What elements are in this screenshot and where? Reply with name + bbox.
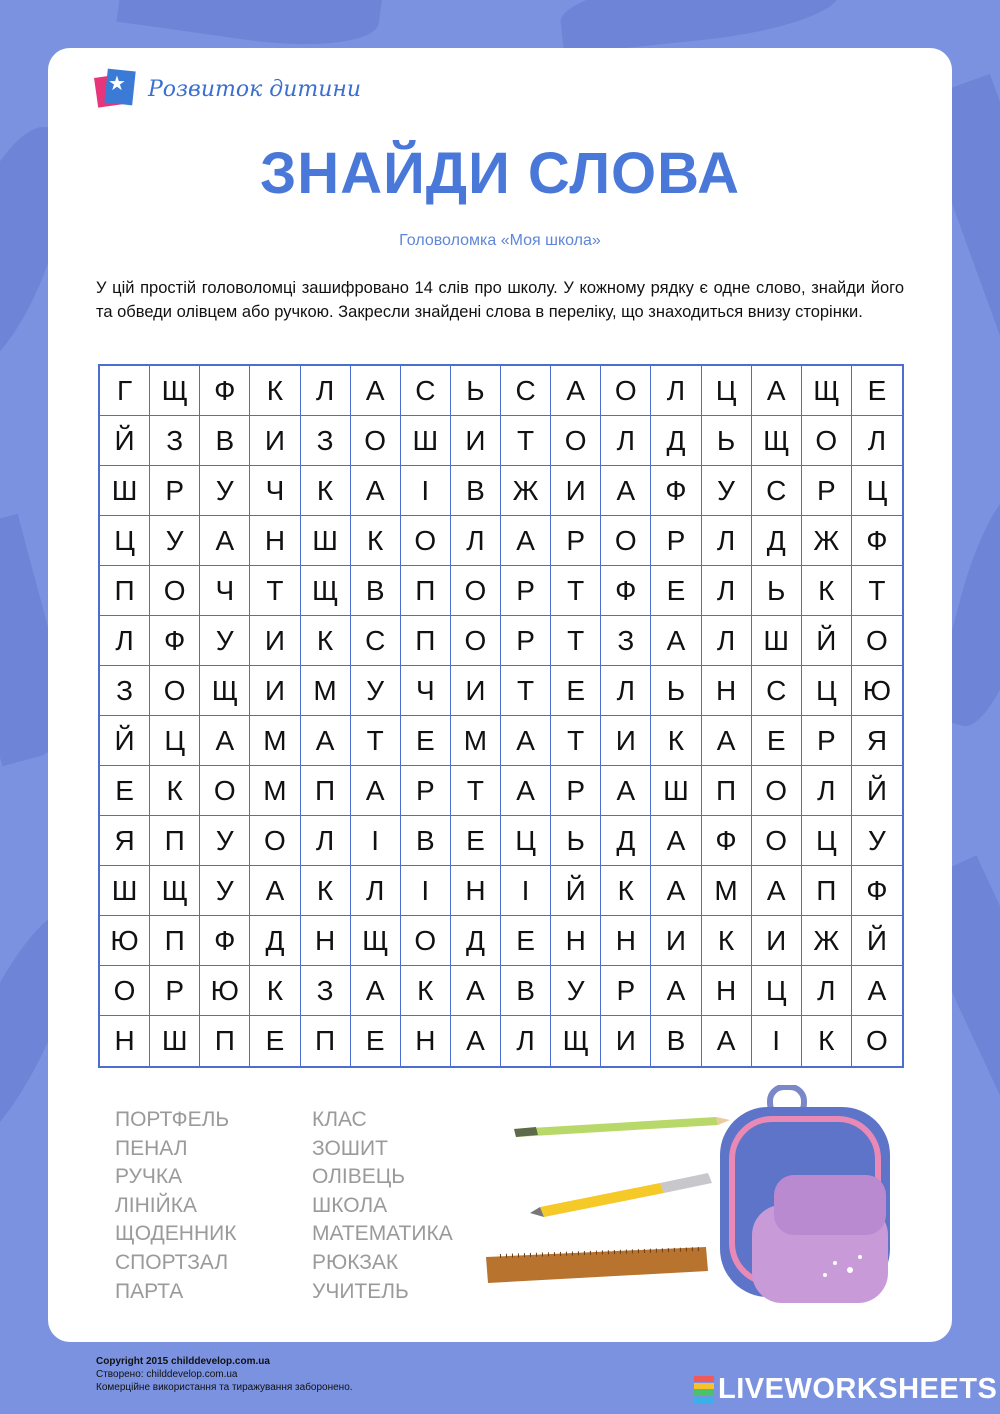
grid-cell[interactable]: Л	[501, 1016, 551, 1066]
grid-cell[interactable]: Ь	[651, 666, 701, 716]
background-leaf	[557, 0, 842, 54]
grid-cell[interactable]: С	[501, 366, 551, 416]
grid-cell[interactable]: П	[802, 866, 852, 916]
copyright-text: Copyright 2015 childdevelop.com.ua	[96, 1356, 270, 1367]
grid-cell[interactable]: Щ	[752, 416, 802, 466]
grid-cell[interactable]: И	[651, 916, 701, 966]
grid-cell[interactable]: Ф	[852, 866, 902, 916]
grid-cell[interactable]: Й	[852, 766, 902, 816]
grid-cell[interactable]: А	[651, 866, 701, 916]
grid-cell[interactable]: К	[250, 966, 300, 1016]
grid-cell[interactable]: Ф	[702, 816, 752, 866]
grid-cell[interactable]: О	[401, 916, 451, 966]
grid-cell[interactable]: О	[852, 616, 902, 666]
grid-cell[interactable]: Ш	[100, 866, 150, 916]
grid-cell[interactable]: Л	[702, 516, 752, 566]
grid-cell[interactable]: Щ	[150, 866, 200, 916]
grid-cell[interactable]: З	[150, 416, 200, 466]
grid-cell[interactable]: Д	[752, 516, 802, 566]
grid-cell[interactable]: В	[401, 816, 451, 866]
grid-cell[interactable]: Й	[802, 616, 852, 666]
liveworksheets-logo-icon	[694, 1376, 714, 1404]
grid-cell[interactable]: Е	[100, 766, 150, 816]
grid-cell[interactable]: У	[200, 816, 250, 866]
grid-cell[interactable]: О	[866, 1025, 888, 1056]
word-list-item: КЛАС	[312, 1108, 367, 1131]
grid-cell[interactable]: О	[752, 816, 802, 866]
liveworksheets-badge[interactable]	[694, 1373, 997, 1406]
grid-cell[interactable]: Т	[551, 716, 601, 766]
grid-cell[interactable]: Р	[802, 716, 852, 766]
grid-cell[interactable]: А	[651, 616, 701, 666]
word-list-item: МАТЕМАТИКА	[312, 1222, 453, 1246]
grid-cell[interactable]: И	[250, 666, 300, 716]
grid-cell[interactable]: П	[702, 766, 752, 816]
grid-cell[interactable]: Н	[401, 1016, 451, 1066]
grid-cell[interactable]: Ж	[501, 466, 551, 516]
grid-cell[interactable]: Е	[501, 916, 551, 966]
grid-cell[interactable]: О	[551, 416, 601, 466]
grid-cell[interactable]: Щ	[351, 916, 401, 966]
grid-cell[interactable]: О	[150, 666, 200, 716]
grid-cell[interactable]: К	[301, 616, 351, 666]
grid-cell[interactable]: Р	[150, 966, 200, 1016]
grid-cell[interactable]: Ц	[802, 666, 852, 716]
grid-cell[interactable]: У	[150, 516, 200, 566]
grid-cell[interactable]: Щ	[301, 566, 351, 616]
grid-cell[interactable]: З	[601, 616, 651, 666]
grid-cell[interactable]: И	[601, 716, 651, 766]
grid-cell[interactable]: И	[752, 916, 802, 966]
grid-cell[interactable]: О	[451, 566, 501, 616]
grid-cell[interactable]: А	[351, 766, 401, 816]
grid-cell[interactable]: С	[401, 366, 451, 416]
grid-cell[interactable]: Й	[100, 716, 150, 766]
grid-cell[interactable]: А	[651, 966, 701, 1016]
grid-cell[interactable]: Р	[150, 466, 200, 516]
grid-cell[interactable]: Р	[551, 516, 601, 566]
grid-cell[interactable]: Н	[301, 916, 351, 966]
grid-cell[interactable]: Л	[802, 766, 852, 816]
grid-cell[interactable]: Ц	[100, 516, 150, 566]
grid-cell[interactable]: К	[802, 566, 852, 616]
grid-cell[interactable]: Т	[351, 716, 401, 766]
grid-cell[interactable]: Н	[601, 916, 651, 966]
grid-cell[interactable]: М	[451, 716, 501, 766]
grid-cell[interactable]: А	[601, 466, 651, 516]
grid-cell[interactable]: Ц	[802, 816, 852, 866]
star-logo-icon: ★	[96, 68, 138, 110]
grid-cell[interactable]: Ц	[501, 816, 551, 866]
grid-cell[interactable]: А	[702, 716, 752, 766]
grid-cell[interactable]: Ш	[150, 1016, 200, 1066]
grid-cell[interactable]: Ф	[852, 516, 902, 566]
grid-cell[interactable]: Ч	[401, 666, 451, 716]
liveworksheets-label: LIVEWORKSHEETS	[718, 1373, 998, 1405]
grid-cell[interactable]: Л	[702, 566, 752, 616]
grid-cell[interactable]: Ф	[651, 466, 701, 516]
grid-cell[interactable]: О	[401, 516, 451, 566]
grid-cell[interactable]: П	[100, 566, 150, 616]
grid-cell[interactable]: Ь	[752, 566, 802, 616]
grid-cell[interactable]: Д	[651, 416, 701, 466]
grid-cell[interactable]: Л	[451, 516, 501, 566]
grid-cell[interactable]: Ь	[551, 816, 601, 866]
grid-cell[interactable]: К	[401, 966, 451, 1016]
word-list-item: УЧИТЕЛЬ	[312, 1279, 409, 1303]
grid-cell[interactable]: Щ	[802, 366, 852, 416]
grid-cell[interactable]: У	[351, 666, 401, 716]
grid-cell[interactable]: Ч	[250, 466, 300, 516]
grid-cell[interactable]: И	[250, 416, 300, 466]
word-search-grid	[98, 364, 904, 1068]
grid-cell[interactable]: Н	[702, 666, 752, 716]
grid-cell[interactable]: Т	[551, 616, 601, 666]
grid-cell[interactable]: А	[651, 816, 701, 866]
grid-cell[interactable]: Л	[852, 416, 902, 466]
grid-cell[interactable]: В	[501, 966, 551, 1016]
grid-cell[interactable]: К	[301, 866, 351, 916]
grid-cell[interactable]: С	[351, 616, 401, 666]
grid-cell[interactable]: Е	[451, 816, 501, 866]
grid-cell[interactable]: З	[301, 966, 351, 1016]
grid-cell[interactable]: А	[501, 766, 551, 816]
grid-cell[interactable]: У	[200, 616, 250, 666]
grid-cell[interactable]: Д	[601, 816, 651, 866]
grid-cell[interactable]: А	[752, 866, 802, 916]
grid-cell[interactable]: А	[301, 716, 351, 766]
grid-cell[interactable]: Ж	[802, 516, 852, 566]
grid-cell[interactable]: О	[451, 616, 501, 666]
grid-cell[interactable]: М	[301, 666, 351, 716]
grid-cell[interactable]: Р	[651, 516, 701, 566]
grid-cell[interactable]: Я	[100, 816, 150, 866]
grid-cell[interactable]: О	[752, 766, 802, 816]
grid-cell[interactable]: У	[200, 866, 250, 916]
grid-cell[interactable]: Ф	[200, 366, 250, 416]
grid-cell[interactable]: І	[752, 1016, 802, 1066]
grid-cell[interactable]: З	[301, 416, 351, 466]
grid-cell[interactable]: П	[200, 1016, 250, 1066]
grid-cell[interactable]: Й	[852, 916, 902, 966]
grid-cell[interactable]: І	[401, 466, 451, 516]
grid-cell[interactable]: К	[702, 916, 752, 966]
word-list-item: ПОРТФЕЛЬ	[115, 1108, 230, 1131]
grid-cell[interactable]: К	[301, 466, 351, 516]
grid-cell[interactable]: К	[351, 516, 401, 566]
grid-cell[interactable]: О	[802, 416, 852, 466]
grid-cell[interactable]: С	[752, 466, 802, 516]
word-list-item: РУЧКА	[115, 1165, 183, 1189]
brand-logo	[96, 68, 361, 110]
grid-cell[interactable]: Ч	[200, 566, 250, 616]
grid-cell[interactable]: У	[852, 816, 902, 866]
footer	[96, 1355, 353, 1394]
school-supplies-illustration	[480, 1085, 900, 1315]
grid-cell[interactable]: Ц	[752, 966, 802, 1016]
grid-cell[interactable]: Я	[852, 716, 902, 766]
grid-cell[interactable]: П	[401, 616, 451, 666]
grid-cell[interactable]: П	[301, 1016, 351, 1066]
brand-name: Розвиток дитини	[148, 76, 362, 102]
word-list-item: ПАРТА	[115, 1279, 184, 1303]
instructions: У цій простій головоломці зашифровано 14 слів про школу. У кожному рядку є одне слово, знайди його та обведи олівцем або ручкою. Закресли знайдені слова в переліку, що знаходиться внизу сторінки.	[96, 279, 904, 321]
grid-cell[interactable]: Н	[100, 1016, 150, 1066]
grid-cell[interactable]: З	[100, 666, 150, 716]
grid-cell[interactable]: Й	[100, 416, 150, 466]
grid-cell[interactable]: Ш	[301, 516, 351, 566]
grid-cell[interactable]: Т	[501, 666, 551, 716]
grid-cell[interactable]: О	[100, 966, 150, 1016]
grid-cell[interactable]: А	[752, 366, 802, 416]
created-text: Створено: childdevelop.com.ua	[96, 1369, 238, 1380]
grid-cell[interactable]: Л	[601, 416, 651, 466]
grid-cell[interactable]: Т	[501, 416, 551, 466]
word-list-item: ЗОШИТ	[312, 1136, 388, 1160]
grid-cell[interactable]: Т	[250, 566, 300, 616]
grid-cell[interactable]: Т	[551, 566, 601, 616]
grid-cell[interactable]: О	[601, 516, 651, 566]
word-list-item: ОЛІВЕЦЬ	[312, 1165, 406, 1189]
grid-cell[interactable]: К	[802, 1016, 852, 1066]
grid-cell[interactable]: Е	[651, 566, 701, 616]
grid-cell[interactable]: Л	[802, 966, 852, 1016]
grid-cell[interactable]: Щ	[150, 366, 200, 416]
grid-cell[interactable]: Л	[301, 816, 351, 866]
grid-cell[interactable]: Н	[551, 916, 601, 966]
grid-cell[interactable]: Ю	[100, 916, 150, 966]
grid-cell[interactable]: І	[351, 816, 401, 866]
grid-cell[interactable]: І	[401, 866, 451, 916]
grid-cell[interactable]: К	[250, 366, 300, 416]
grid-cell[interactable]: Е	[551, 666, 601, 716]
grid-cell[interactable]: Ш	[100, 466, 150, 516]
word-list-item: ПЕНАЛ	[115, 1136, 188, 1160]
grid-cell[interactable]: Ф	[601, 566, 651, 616]
grid-cell[interactable]: О	[601, 366, 651, 416]
grid-cell[interactable]: О	[150, 566, 200, 616]
grid-cell[interactable]: Щ	[551, 1016, 601, 1066]
grid-cell[interactable]: П	[301, 766, 351, 816]
grid-cell[interactable]: А	[451, 1016, 501, 1066]
grid-cell[interactable]: И	[451, 666, 501, 716]
grid-cell[interactable]: Р	[401, 766, 451, 816]
word-list-item: РЮКЗАК	[312, 1250, 399, 1274]
grid-cell[interactable]: Й	[551, 866, 601, 916]
grid-cell[interactable]: Г	[100, 366, 150, 416]
grid-cell[interactable]: Р	[501, 616, 551, 666]
pen-icon	[530, 1173, 712, 1217]
grid-cell[interactable]: П	[401, 566, 451, 616]
backpack-icon	[720, 1087, 890, 1303]
grid-cell[interactable]: Ц	[702, 366, 752, 416]
grid-cell[interactable]: А	[702, 1016, 752, 1066]
word-list-item: ЛІНІЙКА	[115, 1193, 197, 1217]
grid-cell[interactable]: Н	[702, 966, 752, 1016]
page-title: ЗНАЙДИ СЛОВА	[259, 141, 741, 206]
grid-cell[interactable]: Т	[451, 766, 501, 816]
grid-cell[interactable]: Р	[601, 966, 651, 1016]
grid-cell[interactable]: В	[651, 1016, 701, 1066]
word-list-item: ЩОДЕННИК	[115, 1222, 237, 1246]
grid-cell[interactable]: У	[551, 966, 601, 1016]
grid-cell[interactable]: К	[651, 716, 701, 766]
grid-cell[interactable]: І	[501, 866, 551, 916]
grid-cell[interactable]: И	[250, 616, 300, 666]
grid-cell[interactable]: Ь	[451, 366, 501, 416]
grid-cell[interactable]: У	[702, 466, 752, 516]
word-list-right	[312, 1106, 453, 1306]
grid-cell[interactable]: А	[501, 516, 551, 566]
grid-cell[interactable]: Л	[100, 616, 150, 666]
grid-cell[interactable]: А	[852, 966, 902, 1016]
grid-cell[interactable]: Щ	[200, 666, 250, 716]
grid-cell[interactable]: О	[250, 816, 300, 866]
grid-cell[interactable]: Ю	[200, 966, 250, 1016]
grid-cell[interactable]: Т	[852, 566, 902, 616]
grid-cell[interactable]: Ю	[852, 666, 902, 716]
grid-cell[interactable]: Ж	[802, 916, 852, 966]
grid-cell[interactable]: М	[702, 866, 752, 916]
grid-cell[interactable]: И	[451, 416, 501, 466]
grid-cell[interactable]: Р	[551, 766, 601, 816]
grid-cell[interactable]: К	[601, 866, 651, 916]
pencil-icon	[514, 1117, 730, 1137]
grid-cell[interactable]: Ц	[852, 466, 902, 516]
grid-cell[interactable]: А	[351, 466, 401, 516]
grid-cell[interactable]: А	[551, 366, 601, 416]
grid-cell[interactable]: П	[150, 916, 200, 966]
grid-cell[interactable]: А	[351, 966, 401, 1016]
grid-cell[interactable]: Е	[250, 1016, 300, 1066]
grid-cell[interactable]: О	[351, 416, 401, 466]
grid-cell[interactable]: Л	[601, 666, 651, 716]
grid-cell[interactable]: Е	[351, 1016, 401, 1066]
grid-cell[interactable]: А	[601, 766, 651, 816]
grid-cell[interactable]: Д	[451, 916, 501, 966]
grid-cell[interactable]: Ф	[200, 916, 250, 966]
grid-cell[interactable]: А	[200, 716, 250, 766]
grid-cell[interactable]: М	[250, 766, 300, 816]
grid-cell[interactable]: У	[200, 466, 250, 516]
grid-cell[interactable]: В	[451, 466, 501, 516]
word-list-left	[115, 1106, 236, 1306]
grid-cell[interactable]: Л	[301, 366, 351, 416]
word-list-item: ШКОЛА	[312, 1193, 388, 1217]
grid-cell[interactable]: Р	[802, 466, 852, 516]
word-list-item: СПОРТЗАЛ	[115, 1250, 229, 1274]
grid-cell[interactable]: Е	[401, 716, 451, 766]
grid-cell[interactable]: А	[451, 966, 501, 1016]
page-subtitle: Головоломка «Моя школа»	[399, 232, 601, 249]
grid-cell[interactable]: М	[250, 716, 300, 766]
grid-cell[interactable]: И	[551, 466, 601, 516]
grid-cell[interactable]: С	[752, 666, 802, 716]
grid-cell[interactable]: А	[200, 516, 250, 566]
grid-cell[interactable]: Ц	[150, 716, 200, 766]
grid-cell[interactable]: Ф	[150, 616, 200, 666]
grid-cell[interactable]: Е	[852, 366, 902, 416]
grid-cell[interactable]: Л	[702, 616, 752, 666]
grid-cell[interactable]: К	[150, 766, 200, 816]
grid-cell[interactable]: Ш	[752, 616, 802, 666]
grid-cell[interactable]: О	[200, 766, 250, 816]
grid-cell[interactable]: В	[200, 416, 250, 466]
grid-cell[interactable]: А	[250, 866, 300, 916]
grid-cell[interactable]: Н	[250, 516, 300, 566]
grid-cell[interactable]: Л	[351, 866, 401, 916]
grid-cell[interactable]: Н	[451, 866, 501, 916]
grid-cell[interactable]: А	[351, 366, 401, 416]
grid-cell[interactable]: Л	[651, 366, 701, 416]
grid-cell[interactable]: А	[501, 716, 551, 766]
grid-cell[interactable]: Е	[752, 716, 802, 766]
grid-cell[interactable]: В	[351, 566, 401, 616]
notice-text: Комерційне використання та тиражування заборонено.	[96, 1382, 353, 1393]
grid-cell[interactable]: Р	[501, 566, 551, 616]
grid-cell[interactable]: Ш	[401, 416, 451, 466]
grid-cell[interactable]: Д	[250, 916, 300, 966]
grid-cell[interactable]: Ш	[651, 766, 701, 816]
grid-cell[interactable]: И	[601, 1016, 651, 1066]
grid-cell[interactable]: П	[150, 816, 200, 866]
grid-cell[interactable]: Ь	[702, 416, 752, 466]
ruler-icon	[486, 1247, 708, 1283]
